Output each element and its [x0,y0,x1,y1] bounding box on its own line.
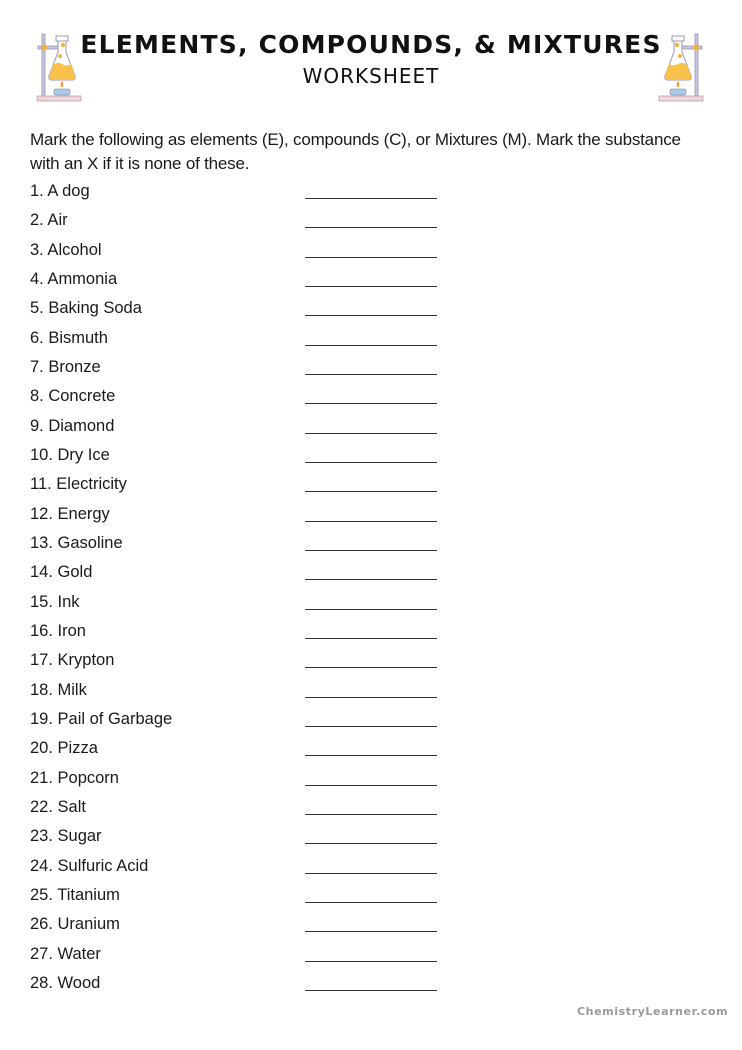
list-item [30,415,450,444]
list-item [30,825,450,854]
list-item [30,297,450,326]
item-label: 9. Diamond [30,416,115,435]
item-label: 2. Air [30,211,68,230]
list-item [30,913,450,942]
item-label: 21. Popcorn [30,768,119,787]
item-label: 26. Uranium [30,915,120,934]
item-label: 17. Krypton [30,651,115,670]
list-item [30,796,450,825]
list-item [30,679,450,708]
item-label: 15. Ink [30,592,80,611]
answer-blank[interactable] [305,638,437,639]
list-item [30,561,450,590]
list-item [30,943,450,972]
answer-blank[interactable] [305,873,437,874]
item-label: 12. Energy [30,504,110,523]
list-item [30,180,450,209]
item-label: 14. Gold [30,563,93,582]
item-label: 23. Sugar [30,827,102,846]
list-item [30,591,450,620]
answer-blank[interactable] [305,579,437,580]
item-label: 19. Pail of Garbage [30,709,173,728]
item-label: 22. Salt [30,797,86,816]
answer-blank[interactable] [305,286,437,287]
substance-list [30,180,450,1001]
instructions-text: Mark the following as elements (E), compounds (C), or Mixtures (M). Mark the substance with an X if it is none of these. [30,130,681,173]
answer-blank[interactable] [305,902,437,903]
answer-blank[interactable] [305,374,437,375]
item-label: 4. Ammonia [30,269,118,288]
item-label: 20. Pizza [30,739,98,758]
answer-blank[interactable] [305,726,437,727]
answer-blank[interactable] [305,961,437,962]
worksheet-subtitle: WORKSHEET [302,64,440,88]
item-label: 13. Gasoline [30,533,123,552]
item-label: 3. Alcohol [30,240,102,259]
list-item [30,356,450,385]
list-item [30,532,450,561]
list-item [30,972,450,1001]
answer-blank[interactable] [305,550,437,551]
answer-blank[interactable] [305,257,437,258]
answer-blank[interactable] [305,315,437,316]
list-item [30,884,450,913]
answer-blank[interactable] [305,814,437,815]
list-item [30,503,450,532]
list-item [30,649,450,678]
item-label: 8. Concrete [30,387,116,406]
list-item [30,473,450,502]
list-item [30,239,450,268]
item-label: 5. Baking Soda [30,299,142,318]
answer-blank[interactable] [305,843,437,844]
item-label: 10. Dry Ice [30,445,110,464]
answer-blank[interactable] [305,990,437,991]
list-item [30,444,450,473]
answer-blank[interactable] [305,345,437,346]
answer-blank[interactable] [305,697,437,698]
worksheet-title: ELEMENTS, COMPOUNDS, & MIXTURES [80,30,662,59]
item-label: 11. Electricity [30,475,127,494]
answer-blank[interactable] [305,433,437,434]
list-item [30,737,450,766]
item-label: 16. Iron [30,621,86,640]
answer-blank[interactable] [305,755,437,756]
list-item [30,385,450,414]
list-item [30,620,450,649]
answer-blank[interactable] [305,667,437,668]
list-item [30,209,450,238]
list-item [30,708,450,737]
answer-blank[interactable] [305,462,437,463]
item-label: 28. Wood [30,973,101,992]
answer-blank[interactable] [305,931,437,932]
answer-blank[interactable] [305,521,437,522]
answer-blank[interactable] [305,403,437,404]
answer-blank[interactable] [305,609,437,610]
list-item [30,767,450,796]
site-watermark: ChemistryLearner.com [577,1005,729,1018]
item-label: 1. A dog [30,182,90,200]
item-label: 18. Milk [30,680,87,699]
list-item [30,855,450,884]
item-label: 6. Bismuth [30,328,108,347]
item-label: 27. Water [30,944,101,963]
list-item [30,327,450,356]
list-item [30,268,450,297]
answer-blank[interactable] [305,227,437,228]
answer-blank[interactable] [305,491,437,492]
answer-blank[interactable] [305,785,437,786]
item-label: 7. Bronze [30,357,101,376]
item-label: 24. Sulfuric Acid [30,856,149,875]
answer-blank[interactable] [305,198,437,199]
item-label: 25. Titanium [30,885,120,904]
